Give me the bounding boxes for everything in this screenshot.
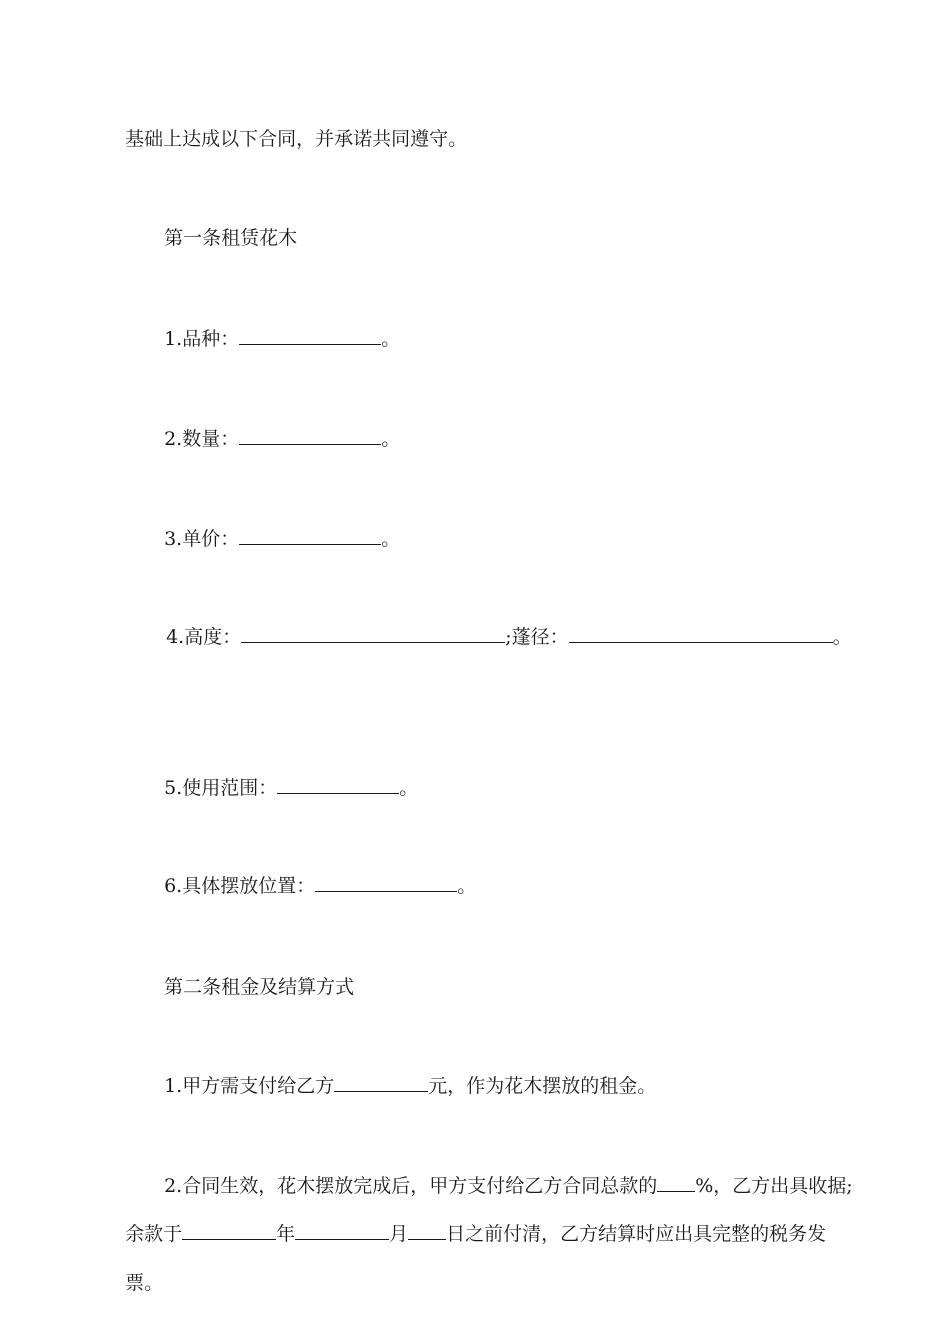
- article-1-item-5: 5.使用范围： 。: [164, 777, 419, 799]
- article-1-title: 第一条租赁花木: [164, 227, 298, 249]
- intro-text: 基础上达成以下合同，并承诺共同遵守。: [125, 128, 468, 150]
- article-2-item-2-line-2: 余款于 年 月 日之前付清，乙方结算时应出具完整的税务发: [125, 1223, 827, 1245]
- blank-unit-price[interactable]: [239, 528, 381, 545]
- article-2-title: 第二条租金及结算方式: [164, 976, 355, 998]
- blank-variety[interactable]: [239, 328, 381, 345]
- blank-year[interactable]: [182, 1223, 276, 1240]
- article-1-item-4: 4.高度： ;蓬径： 。: [166, 626, 852, 648]
- article-2-item-2-line-3: 票。: [125, 1272, 164, 1294]
- blank-rent-amount[interactable]: [334, 1075, 428, 1092]
- article-2-item-2-line-1: 2.合同生效，花木摆放完成后，甲方支付给乙方合同总款的 %，乙方出具收据;: [164, 1175, 853, 1197]
- blank-payment-percent[interactable]: [657, 1175, 695, 1192]
- blank-month[interactable]: [295, 1223, 389, 1240]
- article-1-item-1: 1.品种： 。: [164, 328, 401, 350]
- blank-crown-diameter[interactable]: [569, 626, 833, 643]
- article-1-item-3: 3.单价： 。: [164, 528, 401, 550]
- blank-quantity[interactable]: [239, 428, 381, 445]
- blank-day[interactable]: [408, 1223, 446, 1240]
- article-2-item-1: 1.甲方需支付给乙方 元，作为花木摆放的租金。: [164, 1075, 657, 1097]
- blank-placement-location[interactable]: [315, 875, 457, 892]
- article-1-item-6: 6.具体摆放位置： 。: [164, 875, 477, 897]
- blank-height[interactable]: [241, 626, 505, 643]
- article-1-item-2: 2.数量： 。: [164, 428, 401, 450]
- blank-usage-scope[interactable]: [277, 777, 399, 794]
